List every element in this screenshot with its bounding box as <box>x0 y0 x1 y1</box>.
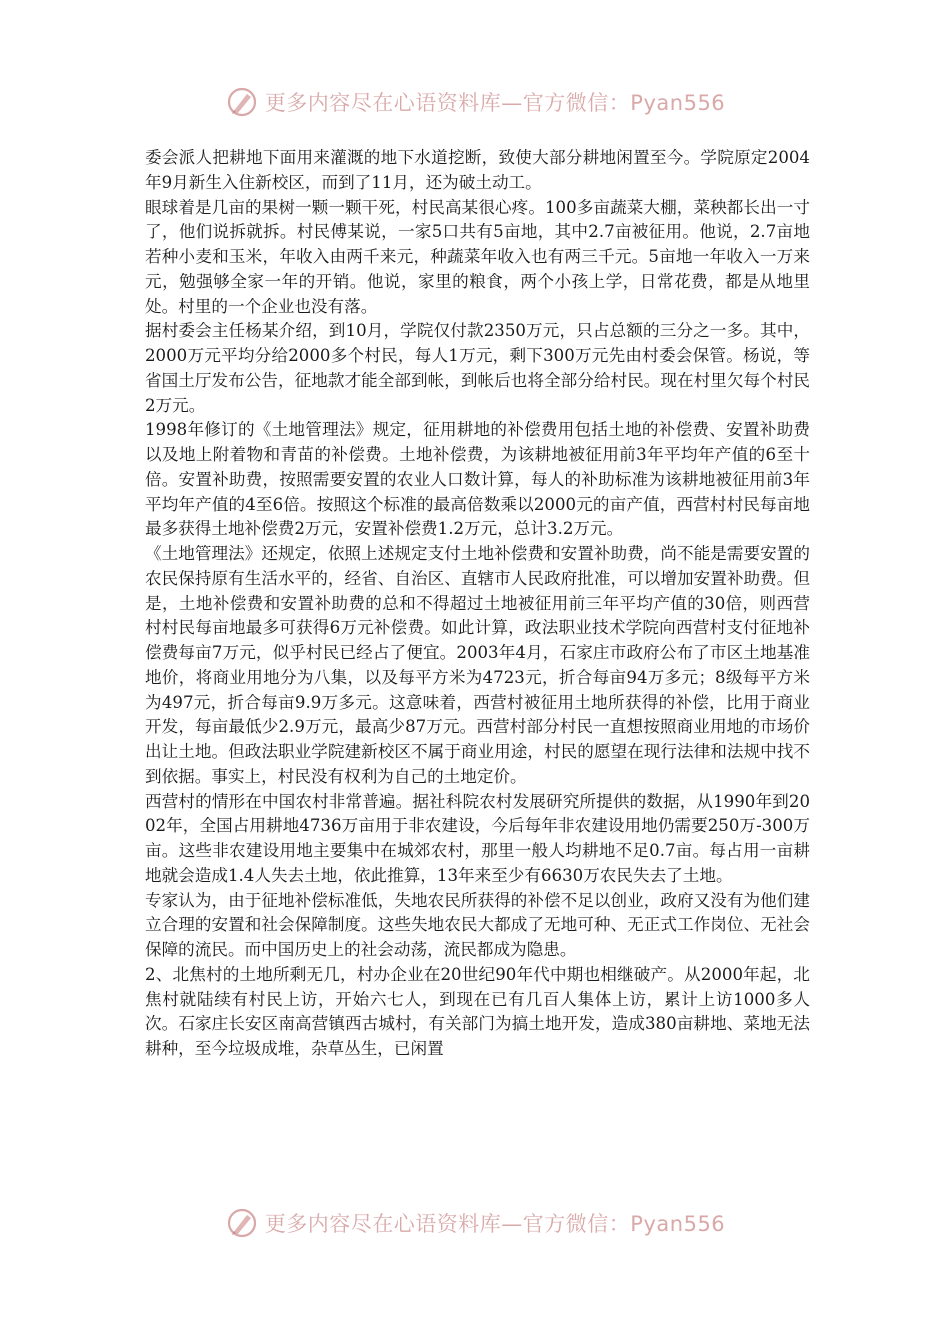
pen-logo-icon <box>225 85 259 119</box>
paragraph: 1998年修订的《土地管理法》规定，征用耕地的补偿费用包括土地的补偿费、安置补助费以及地上附着物和青苗的补偿费。土地补偿费，为该耕地被征用前3年平均年产值的6至十倍。安置补助费，按照需要安置的农业人口数计算，每人的补助标准为该耕地被征用前3年平均年产值的4至6倍。按照这个标准的最高倍数乘以2000元的亩产值，西营村村民每亩地最多获得土地补偿费2万元，安置补偿费1.2万元，总计3.2万元。 <box>145 420 810 539</box>
paragraph: 委会派人把耕地下面用来灌溉的地下水道挖断，致使大部分耕地闲置至今。学院原定2004年9月新生入住新校区，而到了11月，还为破土动工。 <box>145 148 810 192</box>
paragraph: 《土地管理法》还规定，依照上述规定支付土地补偿费和安置补助费，尚不能是需要安置的农民保持原有生活水平的，经省、自治区、直辖市人民政府批准，可以增加安置补助费。但是，土地补偿费和安置补助费的总和不得超过土地被征用前三年平均产值的30倍，则西营村村民每亩地最多可获得6万元补偿费。如此计算，政法职业技术学院向西营村支付征地补偿费每亩7万元，似乎村民已经占了便宜。2003年4月，石家庄市政府公布了市区土地基准地价，将商业用地分为八集，以及每平方米为4723元，折合每亩94万多元；8级每平方米为497元，折合每亩9.9万多元。这意味着，西营村被征用土地所获得的补偿，比用于商业开发，每亩最低少2.9万元，最高少87万元。西营村部分村民一直想按照商业用地的市场价出让土地。但政法职业学院建新校区不属于商业用途，村民的愿望在现行法律和法规中找不到依据。事实上，村民没有权利为自己的土地定价。 <box>145 544 810 786</box>
header-watermark <box>0 82 950 122</box>
watermark-text: 更多内容尽在心语资料库—官方微信：Pyan556 <box>264 1212 726 1236</box>
paragraph: 西营村的情形在中国农村非常普遍。据社科院农村发展研究所提供的数据，从1990年到2002年，全国占用耕地4736万亩用于非农建设，今后每年非农建设用地仍需要250万-300万亩。这些非农建设用地主要集中在城郊农村，那里一般人均耕地不足0.7亩。每占用一亩耕地就会造成1.4人失去土地，依此推算，13年来至少有6630万农民失去了土地。 <box>145 791 810 885</box>
footer-watermark <box>0 1203 950 1243</box>
paragraph: 眼球着是几亩的果树一颗一颗干死，村民高某很心疼。100多亩蔬菜大棚，菜秧都长出一寸了，他们说拆就拆。村民傅某说，一家5口共有5亩地，其中2.7亩被征用。他说，2.7亩地若种小麦和玉米，年收入由两千来元，种蔬菜年收入也有两三千元。5亩地一年收入一万来元，勉强够全家一年的开销。他说，家里的粮食，两个小孩上学，日常花费，都是从地里处。村里的一个企业也没有落。 <box>145 197 810 316</box>
watermark-text: 更多内容尽在心语资料库—官方微信：Pyan556 <box>264 91 726 115</box>
pen-logo-icon <box>225 1206 259 1240</box>
paragraph: 据村委会主任杨某介绍，到10月，学院仅付款2350万元，只占总额的三分之一多。其中，2000万元平均分给2000多个村民，每人1万元，剩下300万元先由村委会保管。杨说，等省国土厅发布公告，征地款才能全部到帐，到帐后也将全部分给村民。现在村里欠每个村民2万元。 <box>145 321 810 415</box>
paragraph: 2、北焦村的土地所剩无几，村办企业在20世纪90年代中期也相继破产。从2000年起，北焦村就陆续有村民上访，开始六七人，到现在已有几百人集体上访，累计上访1000多人次。石家庄长安区南高营镇西古城村，有关部门为搞土地开发，造成380亩耕地、菜地无法耕种，至今垃圾成堆，杂草丛生，已闲置 <box>145 964 810 1058</box>
paragraph: 专家认为，由于征地补偿标准低，失地农民所获得的补偿不足以创业，政府又没有为他们建立合理的安置和社会保障制度。这些失地农民大都成了无地可种、无正式工作岗位、无社会保障的流民。而中国历史上的社会动荡，流民都成为隐患。 <box>145 890 810 959</box>
document-body <box>145 146 810 1062</box>
